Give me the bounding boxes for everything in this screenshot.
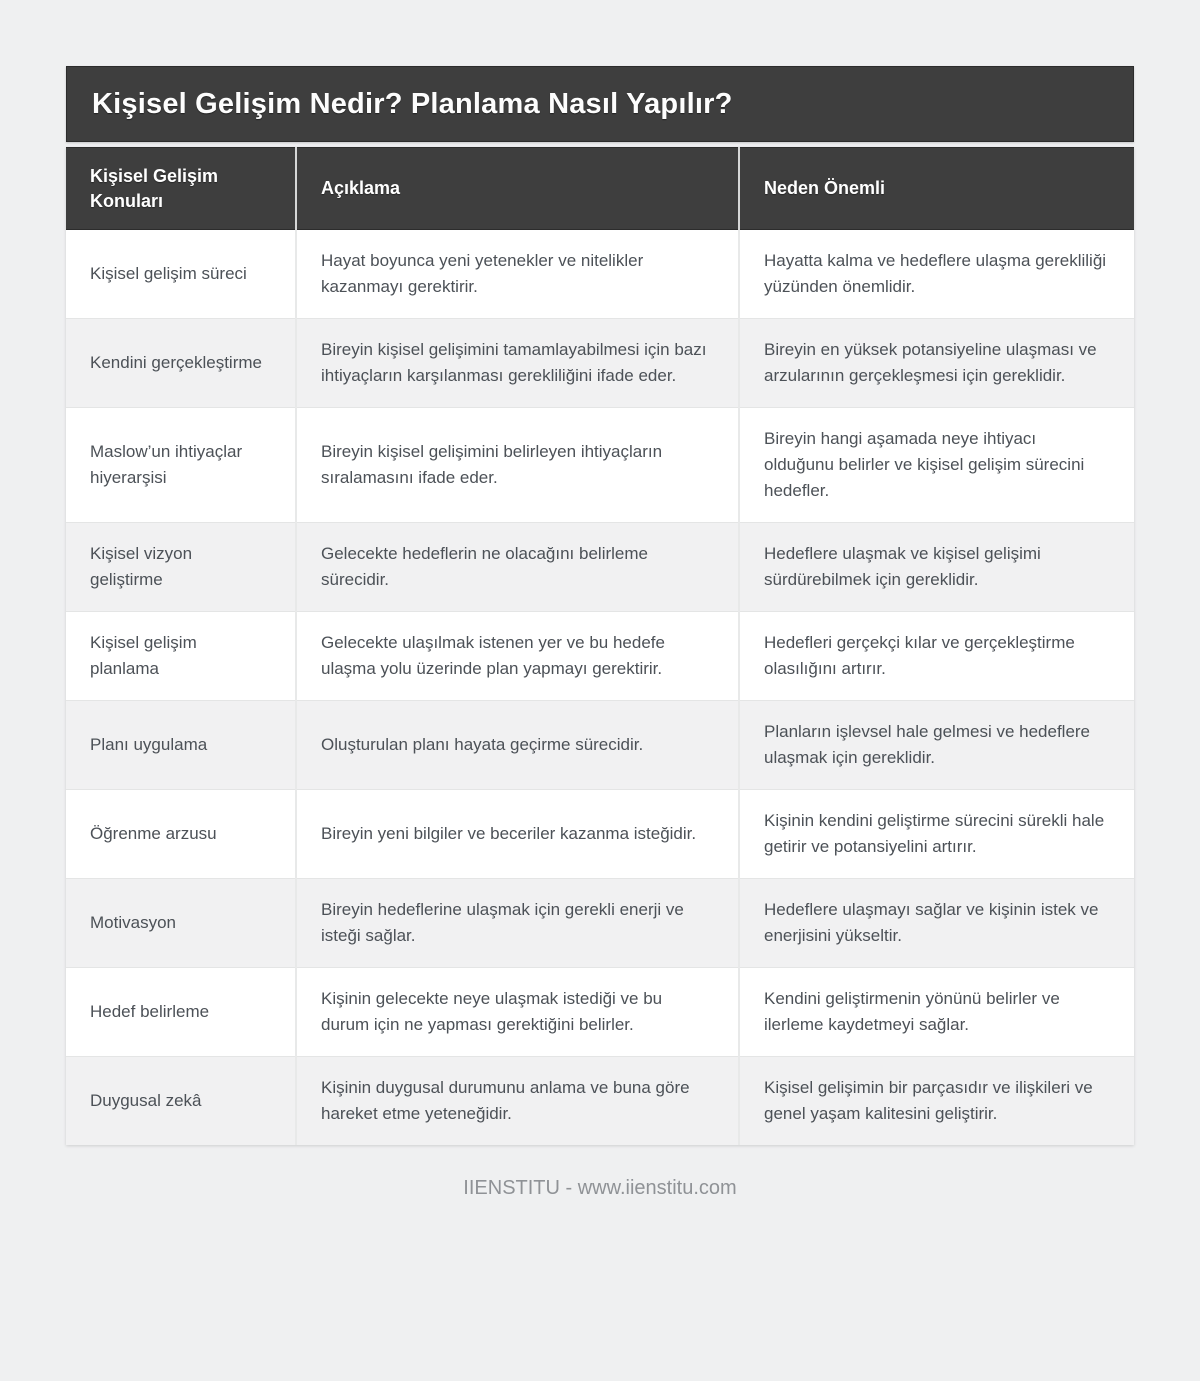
table-cell-topic: Kişisel vizyon geliştirme: [66, 523, 296, 612]
table-cell-topic: Maslow’un ihtiyaçlar hiyerarşisi: [66, 408, 296, 523]
table-cell-topic: Duygusal zekâ: [66, 1057, 296, 1146]
table-cell-topic: Hedef belirleme: [66, 968, 296, 1057]
table-row: [66, 230, 1134, 319]
table-cell-topic: Kişisel gelişim süreci: [66, 230, 296, 319]
table-cell-topic: Planı uygulama: [66, 701, 296, 790]
table-row: [66, 1057, 1134, 1146]
table-cell-description: Kişinin duygusal durumunu anlama ve buna göre hareket etme yeteneğidir.: [296, 1057, 739, 1146]
table-cell-importance: Kişisel gelişimin bir parçasıdır ve ilişkileri ve genel yaşam kalitesini geliştirir.: [739, 1057, 1134, 1146]
table-cell-description: Bireyin yeni bilgiler ve beceriler kazanma isteğidir.: [296, 790, 739, 879]
content-card: [66, 66, 1134, 1145]
table-row: [66, 319, 1134, 408]
column-header-importance: Neden Önemli: [739, 148, 1134, 230]
table-row: [66, 879, 1134, 968]
table-row: [66, 701, 1134, 790]
table-cell-importance: Hayatta kalma ve hedeflere ulaşma gerekliliği yüzünden önemlidir.: [739, 230, 1134, 319]
table-row: [66, 523, 1134, 612]
table-row: [66, 790, 1134, 879]
table-cell-importance: Kendini geliştirmenin yönünü belirler ve ilerleme kaydetmeyi sağlar.: [739, 968, 1134, 1057]
table-cell-description: Hayat boyunca yeni yetenekler ve nitelikler kazanmayı gerektirir.: [296, 230, 739, 319]
table-cell-importance: Hedeflere ulaşmak ve kişisel gelişimi sürdürebilmek için gereklidir.: [739, 523, 1134, 612]
personal-development-table: [66, 147, 1134, 1145]
footer-credit: IIENSTITU - www.iienstitu.com: [463, 1177, 737, 1199]
table-cell-topic: Kendini gerçekleştirme: [66, 319, 296, 408]
table-row: [66, 612, 1134, 701]
title-bar: [66, 66, 1134, 142]
table-cell-importance: Bireyin hangi aşamada neye ihtiyacı olduğunu belirler ve kişisel gelişim sürecini hedefler.: [739, 408, 1134, 523]
table-header-row: [66, 148, 1134, 230]
table-cell-description: Gelecekte ulaşılmak istenen yer ve bu hedefe ulaşma yolu üzerinde plan yapmayı gerektirir.: [296, 612, 739, 701]
table-cell-description: Oluşturulan planı hayata geçirme sürecidir.: [296, 701, 739, 790]
table-cell-description: Bireyin kişisel gelişimini tamamlayabilmesi için bazı ihtiyaçların karşılanması gerekliliğini ifade eder.: [296, 319, 739, 408]
table-cell-importance: Planların işlevsel hale gelmesi ve hedeflere ulaşmak için gereklidir.: [739, 701, 1134, 790]
table-cell-topic: Motivasyon: [66, 879, 296, 968]
column-header-description: Açıklama: [296, 148, 739, 230]
table-cell-topic: Öğrenme arzusu: [66, 790, 296, 879]
table-cell-importance: Bireyin en yüksek potansiyeline ulaşması ve arzularının gerçekleşmesi için gereklidir.: [739, 319, 1134, 408]
table-cell-description: Bireyin kişisel gelişimini belirleyen ihtiyaçların sıralamasını ifade eder.: [296, 408, 739, 523]
table-row: [66, 968, 1134, 1057]
table-cell-description: Kişinin gelecekte neye ulaşmak istediği ve bu durum için ne yapması gerektiğini belirler.: [296, 968, 739, 1057]
table-body: [66, 230, 1134, 1146]
table-cell-description: Bireyin hedeflerine ulaşmak için gerekli enerji ve isteği sağlar.: [296, 879, 739, 968]
table-cell-importance: Kişinin kendini geliştirme sürecini sürekli hale getirir ve potansiyelini artırır.: [739, 790, 1134, 879]
table-row: [66, 408, 1134, 523]
table-cell-importance: Hedeflere ulaşmayı sağlar ve kişinin istek ve enerjisini yükseltir.: [739, 879, 1134, 968]
table-cell-importance: Hedefleri gerçekçi kılar ve gerçekleştirme olasılığını artırır.: [739, 612, 1134, 701]
column-header-topics: Kişisel Gelişim Konuları: [66, 148, 296, 230]
table-cell-topic: Kişisel gelişim planlama: [66, 612, 296, 701]
table-cell-description: Gelecekte hedeflerin ne olacağını belirleme sürecidir.: [296, 523, 739, 612]
page-title: Kişisel Gelişim Nedir? Planlama Nasıl Yapılır?: [92, 87, 733, 120]
